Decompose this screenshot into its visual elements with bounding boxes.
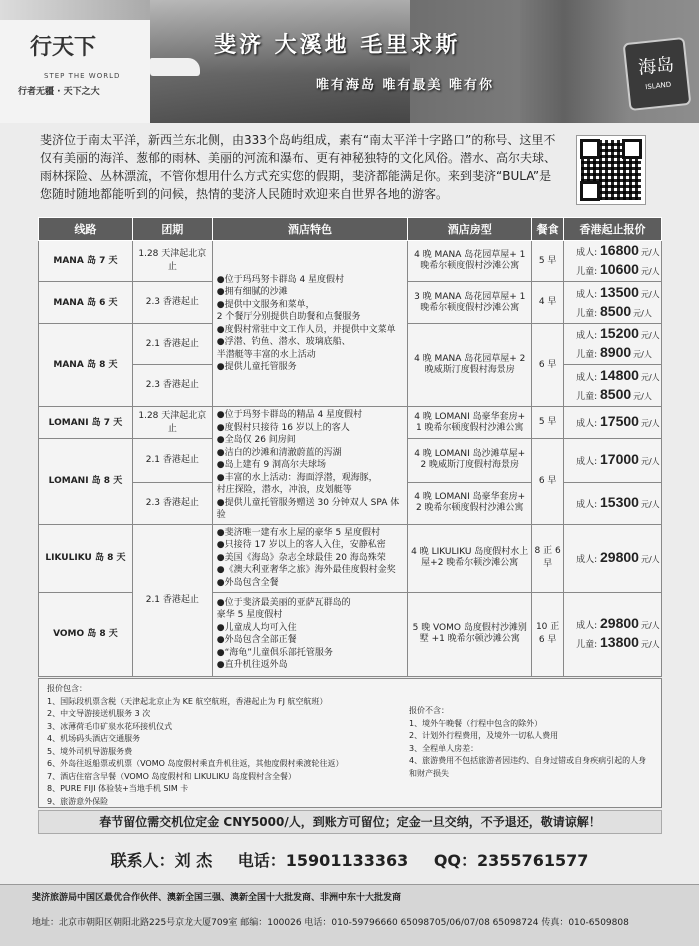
logo-slogan: 行者无疆 · 天下之大 (18, 87, 100, 97)
feature-line: 豪华 5 星度假村 (216, 610, 283, 620)
adult-label: 成人: (576, 289, 598, 300)
price-unit: 元/人 (640, 289, 660, 299)
adult-label: 成人: (576, 248, 598, 258)
qr-eye (580, 139, 600, 159)
price-cell (564, 482, 662, 524)
col-room: 酒店房型 (408, 218, 532, 241)
meal-cell: 4 早 (532, 282, 564, 324)
room-cell: 3 晚 MANA 岛花园草屋+ 1 晚希尔顿度假村沙滩公寓 (408, 282, 532, 324)
adult-label: 成人: (576, 372, 598, 383)
footer-address: 地址：北京市朝阳区朝阳北路225号京龙大厦709室 邮编：100026 电话：010-59796660 65098705/06/07/08 65098724 传真：010-6509808 (32, 918, 629, 928)
feature-line: 半潜艇等丰富的水上活动 (216, 349, 316, 360)
adult-label: 成人: (576, 499, 598, 510)
qr-eye (580, 181, 600, 201)
feature-cell (212, 241, 408, 407)
adult-price: 16800 (600, 242, 639, 258)
excluded-list (409, 705, 654, 780)
list-item: 2、中文导游接送机服务 3 次 (47, 709, 151, 718)
list-item: 1、国际段机票含税（天津起北京止为 KE 航空航班，香港起止为 FJ 航空航班） (47, 696, 328, 706)
feature-line: ●丰富的水上活动：海面浮潜，观海豚， (216, 472, 378, 483)
feature-line: ●美国《海岛》杂志全球最佳 20 海岛殊荣 (216, 552, 386, 563)
badge-sub: ISLAND (644, 80, 672, 92)
route-cell: MANA 岛 6 天 (39, 282, 133, 324)
child-label: 儿童: (576, 391, 598, 402)
list-item: 3、全程单人房差： (409, 743, 479, 753)
price-unit: 元/人 (640, 499, 660, 509)
route-cell: LIKULIKU 岛 8 天 (39, 524, 133, 592)
table-row (39, 524, 662, 592)
feature-line: ●直升机往返外岛 (216, 660, 288, 670)
adult-label: 成人: (576, 419, 598, 429)
feature-line: ●外岛包含全餐 (216, 577, 279, 588)
page-subtitle: 唯有海岛 唯有最美 唯有你 (316, 78, 495, 93)
price-unit: 元/人 (640, 640, 660, 649)
group-cell: 2.1 香港起止 (132, 524, 212, 676)
route-cell: VOMO 岛 8 天 (39, 592, 133, 676)
feature-cell (212, 407, 408, 525)
feature-line: ●拥有细腻的沙滩 (216, 287, 288, 297)
child-label: 儿童: (576, 640, 598, 650)
child-price: 10600 (600, 261, 639, 277)
route-cell: MANA 岛 7 天 (39, 241, 133, 282)
room-cell: 4 晚 LOMANI 岛豪华套房+ 1 晚希尔顿度假村沙滩公寓 (408, 407, 532, 439)
footer (0, 884, 699, 946)
feature-line: ●儿童成人均可入住 (216, 622, 297, 633)
route-cell: LOMANI 岛 8 天 (39, 439, 133, 525)
feature-line: ●“海龟”儿童俱乐部托管服务 (216, 647, 333, 658)
price-unit: 元/人 (633, 391, 652, 401)
adult-label: 成人: (576, 331, 598, 341)
route-cell: LOMANI 岛 7 天 (39, 407, 133, 439)
feature-line: ●《澳大利亚奢华之旅》海外最佳度假村金奖 (216, 565, 396, 576)
meal-cell: 6 早 (532, 439, 564, 525)
child-price: 8900 (600, 344, 632, 360)
island-badge (623, 37, 692, 111)
price-unit: 元/人 (640, 621, 660, 630)
list-item: 8、PURE FIJI 体验装+当地手机 SIM 卡 (47, 784, 189, 793)
list-item: 4、机场码头酒店交通服务 (47, 734, 141, 743)
room-cell: 5 晚 VOMO 岛度假村沙滩别墅 +1 晚希尔顿沙滩公寓 (408, 592, 532, 676)
col-feature: 酒店特色 (212, 218, 408, 241)
col-price: 香港起止报价 (564, 218, 662, 241)
table-row (39, 241, 662, 282)
list-item: 2、计划外行程费用，及境外一切私人费用 (409, 731, 559, 740)
meal-cell: 5 早 (532, 241, 564, 282)
feature-line: ●度假村只接待 16 岁以上的客人 (216, 422, 350, 433)
price-cell (564, 592, 662, 676)
room-cell: 4 晚 MANA 岛花园草屋+ 1 晚希尔顿度假村沙滩公寓 (408, 241, 532, 282)
feature-line: ●岛上建有 9 洞高尔夫球场 (216, 460, 327, 470)
child-price: 8500 (600, 302, 632, 319)
price-unit: 元/人 (633, 350, 652, 359)
logo-sub: STEP THE WORLD (44, 72, 121, 80)
meal-cell: 5 早 (532, 407, 564, 439)
group-cell: 2.3 香港起止 (132, 282, 212, 324)
adult-price: 29800 (600, 615, 639, 631)
price-unit: 元/人 (640, 372, 660, 382)
table-header (39, 218, 662, 241)
price-unit: 元/人 (640, 331, 660, 340)
room-cell: 4 晚 LOMANI 岛豪华套房+ 2 晚希尔顿度假村沙滩公寓 (408, 482, 532, 524)
feature-line: ●全岛仅 26 间房间 (216, 435, 296, 445)
contact-phone[interactable]: 电话：15901133363 (237, 851, 409, 870)
price-unit: 元/人 (640, 267, 660, 276)
qr-code-icon (576, 135, 646, 205)
adult-label: 成人: (576, 621, 598, 631)
adult-price: 14800 (600, 366, 639, 383)
adult-price: 17000 (600, 450, 639, 467)
group-cell: 1.28 天津起北京止 (132, 407, 212, 439)
meal-cell: 10 正 6 早 (532, 592, 564, 676)
group-cell: 2.1 香港起止 (132, 439, 212, 483)
list-item: 6、外岛往返船票或机票（VOMO 岛度假村乘直升机往返，其他度假村乘渡轮往返） (47, 759, 344, 768)
col-group: 团期 (132, 218, 212, 241)
footer-partners: 斐济旅游局中国区最优合作伙伴、澳新全国三强、澳新全国十大批发商、非洲中东十大批发商 (32, 893, 402, 903)
price-cell (564, 439, 662, 483)
group-cell: 1.28 天津起北京止 (132, 241, 212, 282)
child-price: 13800 (600, 634, 639, 650)
feature-line: 村庄探险，潜水，冲浪，皮划艇等 (216, 485, 352, 495)
feature-line: ●洁白的沙滩和清澈蔚蓝的泻湖 (216, 447, 342, 458)
price-cell (564, 365, 662, 407)
price-unit: 元/人 (640, 554, 660, 564)
feature-line: ●位于斐济最美丽的亚萨瓦群岛的 (216, 597, 351, 608)
list-item: 1、境外午晚餐（行程中包含的除外） (409, 718, 543, 728)
col-meal: 餐食 (532, 218, 564, 241)
list-item: 3、冰薄荷毛巾矿泉水花环接机仪式 (47, 721, 173, 731)
adult-label: 成人: (576, 554, 598, 565)
feature-line: ●位于玛玛努卡群岛 4 星度假村 (216, 274, 345, 285)
price-notes (38, 678, 662, 808)
price-cell (564, 241, 662, 282)
list-item: 9、旅游意外保险 (47, 796, 109, 806)
list-item: 4、旅游费用不包括旅游者因违约、自身过错或自身疾病引起的人身和财产损失 (409, 756, 647, 778)
child-label: 儿童: (576, 267, 598, 277)
group-cell: 2.3 香港起止 (132, 365, 212, 407)
price-unit: 元/人 (640, 248, 660, 257)
boat-icon (150, 58, 200, 76)
logo: 行天下 (30, 34, 97, 60)
col-route: 线路 (39, 218, 133, 241)
adult-price: 29800 (600, 548, 639, 565)
list-item: 7、酒店住宿含早餐（VOMO 岛度假村和 LIKULIKU 岛度假村含全餐） (47, 771, 296, 781)
price-cell (564, 282, 662, 324)
list-item: 5、境外司机导游服务费 (47, 746, 133, 756)
adult-label: 成人: (576, 456, 598, 467)
route-cell: MANA 岛 8 天 (39, 324, 133, 407)
feature-line: ●度假村常驻中文工作人员，并提供中文菜单 (216, 324, 396, 335)
feature-line: ●外岛包含全部正餐 (216, 635, 297, 645)
feature-line: 2 个餐厅分别提供自助餐和点餐服务 (216, 312, 361, 322)
included-list (47, 683, 407, 808)
feature-line: ●斐济唯一建有水上屋的豪华 5 星度假村 (216, 527, 381, 538)
table-row (39, 592, 662, 676)
room-cell: 4 晚 MANA 岛花园草屋+ 2 晚威斯汀度假村海景房 (408, 324, 532, 407)
room-cell: 4 晚 LOMANI 岛沙滩草屋+ 2 晚威斯汀度假村海景房 (408, 439, 532, 483)
price-cell (564, 524, 662, 592)
intro-paragraph: 斐济位于南太平洋，新西兰东北侧，由333个岛屿组成，素有“南太平洋十字路口”的称号、这里不仅有美丽的海洋、葱郁的雨林、美丽的河流和瀑布、更有神秘独特的文化风俗。潜水、高尔夫球、雨林探险、丛林漂流，不管你想用什么方式充实您的假期，斐济都能满足你。来到斐济“BULA”是您随时随地都能听到的问候，热情的斐济人民随时欢迎来自世界各地的游客。 (40, 133, 557, 201)
adult-price: 15200 (600, 325, 639, 341)
contact-person: 联系人：刘 杰 (110, 851, 213, 870)
group-cell: 2.3 香港起止 (132, 482, 212, 524)
adult-price: 15300 (600, 493, 639, 510)
feature-line: ●提供儿童托管服务 (216, 362, 297, 372)
adult-price: 17500 (600, 413, 639, 429)
deposit-notice: 春节留位需交机位定金 CNY5000/人，到账方可留位；定金一旦交纳，不予退还，敬请谅解！ (38, 810, 662, 834)
contact-qq[interactable]: QQ：2355761577 (433, 851, 589, 870)
tourists-photo (520, 0, 630, 123)
meal-cell: 8 正 6 早 (532, 524, 564, 592)
price-unit: 元/人 (640, 419, 660, 428)
included-title: 报价包含： (47, 684, 87, 693)
feature-cell (212, 592, 408, 676)
header-banner (0, 0, 699, 123)
child-price: 8500 (600, 385, 632, 402)
table-row (39, 407, 662, 439)
feature-line: ●浮潜、钓鱼、潜水、玻璃底船、 (216, 337, 351, 347)
price-unit: 元/人 (633, 308, 652, 318)
logo-box (0, 20, 150, 123)
adult-price: 13500 (600, 283, 639, 300)
badge-title: 海岛 (637, 54, 676, 79)
room-cell: 4 晚 LIKULIKU 岛度假村水上屋+2 晚希尔顿沙滩公寓 (408, 524, 532, 592)
child-label: 儿童: (576, 308, 598, 319)
feature-line: ●只接待 17 岁以上的客人入住，安静私密 (216, 540, 386, 551)
group-cell: 2.1 香港起止 (132, 324, 212, 365)
feature-line: ●位于玛努卡群岛的精品 4 星度假村 (216, 410, 363, 420)
contact-bar (0, 848, 699, 871)
price-cell (564, 324, 662, 365)
child-label: 儿童: (576, 350, 598, 360)
tour-table (38, 217, 662, 677)
feature-line: ●提供儿童托管服务赠送 30 分钟双人 SPA 体验 (216, 497, 400, 520)
price-unit: 元/人 (640, 456, 660, 466)
excluded-title: 报价不含： (409, 706, 449, 715)
feature-cell (212, 524, 408, 592)
feature-line: ●提供中文服务和菜单， (216, 299, 315, 310)
qr-eye (622, 139, 642, 159)
meal-cell: 6 早 (532, 324, 564, 407)
price-cell (564, 407, 662, 439)
page-title: 斐济 大溪地 毛里求斯 (214, 32, 461, 58)
